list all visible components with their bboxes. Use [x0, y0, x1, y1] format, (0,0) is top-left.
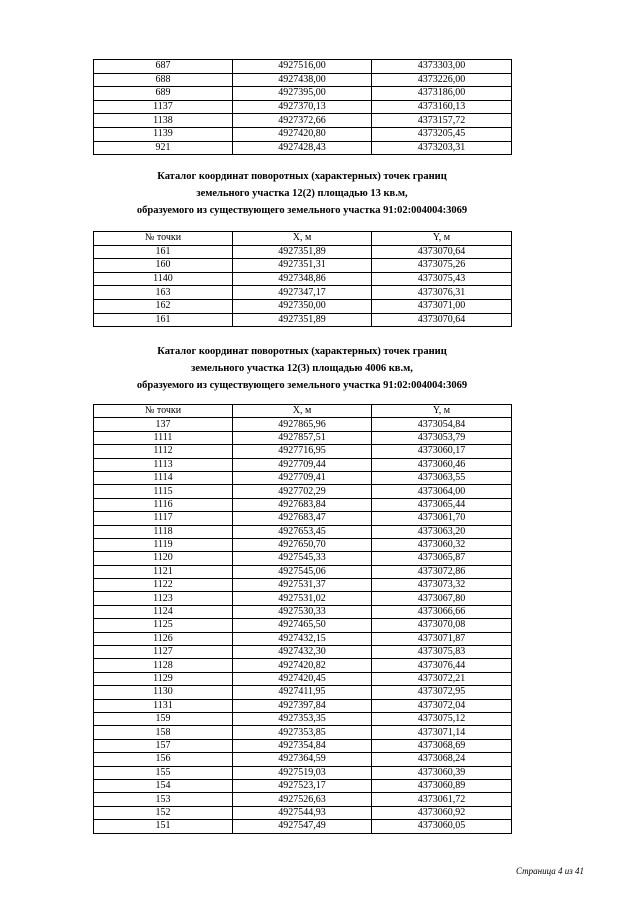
page-number: Страница 4 из 41	[516, 866, 584, 876]
coordinates-table-12-3	[93, 404, 512, 834]
catalog-title-line: Каталог координат поворотных (характерных) точек границ	[157, 171, 447, 182]
x-coordinate-cell: 4927351,89	[233, 245, 372, 259]
point-number-cell: 153	[94, 793, 233, 806]
y-coordinate-cell: 4373065,44	[372, 498, 512, 511]
point-number-cell: 1138	[94, 114, 233, 128]
y-coordinate-cell: 4373066,66	[372, 605, 512, 618]
point-number-cell: 1137	[94, 100, 233, 114]
point-number-cell: 1139	[94, 127, 233, 141]
table-row	[94, 699, 512, 712]
x-coordinate-cell: 4927547,49	[233, 820, 372, 833]
point-number-cell: 1129	[94, 672, 233, 685]
point-number-cell: 1130	[94, 686, 233, 699]
x-coordinate-cell: 4927350,00	[233, 299, 372, 313]
table-row	[94, 100, 512, 114]
point-number-cell: 1122	[94, 579, 233, 592]
table-row	[94, 259, 512, 273]
header-x: X, м	[233, 405, 372, 418]
x-coordinate-cell: 4927545,33	[233, 552, 372, 565]
x-coordinate-cell: 4927397,84	[233, 699, 372, 712]
table-row	[94, 141, 512, 155]
y-coordinate-cell: 4373063,55	[372, 471, 512, 484]
x-coordinate-cell: 4927650,70	[233, 538, 372, 551]
table-row	[94, 114, 512, 128]
x-coordinate-cell: 4927531,02	[233, 592, 372, 605]
point-number-cell: 1124	[94, 605, 233, 618]
point-number-cell: 152	[94, 806, 233, 819]
y-coordinate-cell: 4373303,00	[372, 60, 512, 74]
table-row	[94, 525, 512, 538]
table-row	[94, 445, 512, 458]
y-coordinate-cell: 4373068,69	[372, 739, 512, 752]
point-number-cell: 162	[94, 299, 233, 313]
x-coordinate-cell: 4927351,89	[233, 313, 372, 327]
table-row	[94, 579, 512, 592]
table-row	[94, 498, 512, 511]
table-row	[94, 87, 512, 101]
point-number-cell: 921	[94, 141, 233, 155]
header-point-number: № точки	[94, 405, 233, 418]
y-coordinate-cell: 4373075,83	[372, 646, 512, 659]
point-number-cell: 154	[94, 779, 233, 792]
y-coordinate-cell: 4373065,87	[372, 552, 512, 565]
y-coordinate-cell: 4373064,00	[372, 485, 512, 498]
y-coordinate-cell: 4373061,70	[372, 512, 512, 525]
y-coordinate-cell: 4373070,08	[372, 619, 512, 632]
point-number-cell: 1116	[94, 498, 233, 511]
y-coordinate-cell: 4373060,89	[372, 779, 512, 792]
y-coordinate-cell: 4373071,00	[372, 299, 512, 313]
x-coordinate-cell: 4927544,93	[233, 806, 372, 819]
table-row	[94, 672, 512, 685]
x-coordinate-cell: 4927432,15	[233, 632, 372, 645]
y-coordinate-cell: 4373060,39	[372, 766, 512, 779]
point-number-cell: 1112	[94, 445, 233, 458]
table-header-row	[94, 232, 512, 246]
table-header-row	[94, 405, 512, 418]
x-coordinate-cell: 4927353,85	[233, 726, 372, 739]
table-row	[94, 60, 512, 74]
x-coordinate-cell: 4927526,63	[233, 793, 372, 806]
point-number-cell: 157	[94, 739, 233, 752]
point-number-cell: 689	[94, 87, 233, 101]
x-coordinate-cell: 4927420,45	[233, 672, 372, 685]
x-coordinate-cell: 4927420,80	[233, 127, 372, 141]
y-coordinate-cell: 4373203,31	[372, 141, 512, 155]
x-coordinate-cell: 4927683,47	[233, 512, 372, 525]
table-row	[94, 272, 512, 286]
point-number-cell: 155	[94, 766, 233, 779]
x-coordinate-cell: 4927351,31	[233, 259, 372, 273]
table-row	[94, 793, 512, 806]
point-number-cell: 1114	[94, 471, 233, 484]
x-coordinate-cell: 4927370,13	[233, 100, 372, 114]
y-coordinate-cell: 4373186,00	[372, 87, 512, 101]
x-coordinate-cell: 4927364,59	[233, 753, 372, 766]
x-coordinate-cell: 4927865,96	[233, 418, 372, 431]
y-coordinate-cell: 4373070,64	[372, 245, 512, 259]
table-row	[94, 431, 512, 444]
point-number-cell: 1118	[94, 525, 233, 538]
point-number-cell: 688	[94, 73, 233, 87]
catalog-title-line: земельного участка 12(2) площадью 13 кв.м,	[196, 188, 408, 199]
header-y: Y, м	[372, 405, 512, 418]
point-number-cell: 1121	[94, 565, 233, 578]
point-number-cell: 1140	[94, 272, 233, 286]
x-coordinate-cell: 4927716,95	[233, 445, 372, 458]
point-number-cell: 159	[94, 712, 233, 725]
x-coordinate-cell: 4927347,17	[233, 286, 372, 300]
y-coordinate-cell: 4373060,17	[372, 445, 512, 458]
y-coordinate-cell: 4373076,31	[372, 286, 512, 300]
table-row	[94, 712, 512, 725]
y-coordinate-cell: 4373070,64	[372, 313, 512, 327]
y-coordinate-cell: 4373068,24	[372, 753, 512, 766]
y-coordinate-cell: 4373060,05	[372, 820, 512, 833]
header-y: Y, м	[372, 232, 512, 246]
catalog-title-line: образуемого из существующего земельного участка 91:02:004004:3069	[136, 205, 468, 216]
y-coordinate-cell: 4373075,43	[372, 272, 512, 286]
y-coordinate-cell: 4373053,79	[372, 431, 512, 444]
x-coordinate-cell: 4927438,00	[233, 73, 372, 87]
table-row	[94, 471, 512, 484]
point-number-cell: 1117	[94, 512, 233, 525]
table-row	[94, 299, 512, 313]
point-number-cell: 1123	[94, 592, 233, 605]
x-coordinate-cell: 4927432,30	[233, 646, 372, 659]
x-coordinate-cell: 4927465,50	[233, 619, 372, 632]
table-row	[94, 619, 512, 632]
table-row	[94, 646, 512, 659]
point-number-cell: 1125	[94, 619, 233, 632]
y-coordinate-cell: 4373076,44	[372, 659, 512, 672]
point-number-cell: 1127	[94, 646, 233, 659]
point-number-cell: 687	[94, 60, 233, 74]
x-coordinate-cell: 4927523,17	[233, 779, 372, 792]
point-number-cell: 161	[94, 313, 233, 327]
y-coordinate-cell: 4373063,20	[372, 525, 512, 538]
table-row	[94, 565, 512, 578]
y-coordinate-cell: 4373075,26	[372, 259, 512, 273]
y-coordinate-cell: 4373226,00	[372, 73, 512, 87]
x-coordinate-cell: 4927348,86	[233, 272, 372, 286]
point-number-cell: 1120	[94, 552, 233, 565]
header-x: X, м	[233, 232, 372, 246]
x-coordinate-cell: 4927411,95	[233, 686, 372, 699]
catalog-title-12-2	[93, 168, 511, 219]
table-row	[94, 552, 512, 565]
coordinates-table-12-2	[93, 231, 512, 327]
x-coordinate-cell: 4927372,66	[233, 114, 372, 128]
x-coordinate-cell: 4927428,43	[233, 141, 372, 155]
table-row	[94, 73, 512, 87]
table-row	[94, 766, 512, 779]
x-coordinate-cell: 4927519,03	[233, 766, 372, 779]
x-coordinate-cell: 4927683,84	[233, 498, 372, 511]
point-number-cell: 1131	[94, 699, 233, 712]
table-row	[94, 458, 512, 471]
x-coordinate-cell: 4927653,45	[233, 525, 372, 538]
table-row	[94, 659, 512, 672]
point-number-cell: 137	[94, 418, 233, 431]
table-row	[94, 686, 512, 699]
catalog-title-line: земельного участка 12(3) площадью 4006 кв.м,	[191, 363, 413, 374]
coordinates-table-continued	[93, 59, 512, 155]
table-row	[94, 485, 512, 498]
table-row	[94, 286, 512, 300]
point-number-cell: 156	[94, 753, 233, 766]
y-coordinate-cell: 4373075,12	[372, 712, 512, 725]
x-coordinate-cell: 4927354,84	[233, 739, 372, 752]
y-coordinate-cell: 4373060,92	[372, 806, 512, 819]
point-number-cell: 160	[94, 259, 233, 273]
y-coordinate-cell: 4373205,45	[372, 127, 512, 141]
y-coordinate-cell: 4373061,72	[372, 793, 512, 806]
point-number-cell: 1113	[94, 458, 233, 471]
header-point-number: № точки	[94, 232, 233, 246]
point-number-cell: 163	[94, 286, 233, 300]
table-row	[94, 806, 512, 819]
table-row	[94, 820, 512, 833]
point-number-cell: 1111	[94, 431, 233, 444]
y-coordinate-cell: 4373060,32	[372, 538, 512, 551]
x-coordinate-cell: 4927709,41	[233, 471, 372, 484]
x-coordinate-cell: 4927531,37	[233, 579, 372, 592]
point-number-cell: 1115	[94, 485, 233, 498]
y-coordinate-cell: 4373072,21	[372, 672, 512, 685]
y-coordinate-cell: 4373067,80	[372, 592, 512, 605]
table-row	[94, 753, 512, 766]
y-coordinate-cell: 4373072,86	[372, 565, 512, 578]
point-number-cell: 1128	[94, 659, 233, 672]
table-row	[94, 592, 512, 605]
table-row	[94, 779, 512, 792]
y-coordinate-cell: 4373071,14	[372, 726, 512, 739]
table-row	[94, 726, 512, 739]
table-row	[94, 632, 512, 645]
x-coordinate-cell: 4927857,51	[233, 431, 372, 444]
table-row	[94, 739, 512, 752]
x-coordinate-cell: 4927709,44	[233, 458, 372, 471]
x-coordinate-cell: 4927353,35	[233, 712, 372, 725]
y-coordinate-cell: 4373157,72	[372, 114, 512, 128]
catalog-title-line: образуемого из существующего земельного участка 91:02:004004:3069	[136, 380, 468, 391]
catalog-title-12-3	[93, 343, 511, 394]
table-row	[94, 127, 512, 141]
y-coordinate-cell: 4373072,95	[372, 686, 512, 699]
catalog-title-line: Каталог координат поворотных (характерных) точек границ	[157, 346, 447, 357]
point-number-cell: 1126	[94, 632, 233, 645]
x-coordinate-cell: 4927420,82	[233, 659, 372, 672]
y-coordinate-cell: 4373071,87	[372, 632, 512, 645]
point-number-cell: 161	[94, 245, 233, 259]
table-row	[94, 418, 512, 431]
y-coordinate-cell: 4373073,32	[372, 579, 512, 592]
table-row	[94, 512, 512, 525]
table-row	[94, 538, 512, 551]
point-number-cell: 158	[94, 726, 233, 739]
y-coordinate-cell: 4373072,04	[372, 699, 512, 712]
y-coordinate-cell: 4373060,46	[372, 458, 512, 471]
point-number-cell: 151	[94, 820, 233, 833]
x-coordinate-cell: 4927516,00	[233, 60, 372, 74]
y-coordinate-cell: 4373054,84	[372, 418, 512, 431]
table-row	[94, 313, 512, 327]
y-coordinate-cell: 4373160,13	[372, 100, 512, 114]
x-coordinate-cell: 4927702,29	[233, 485, 372, 498]
point-number-cell: 1119	[94, 538, 233, 551]
table-row	[94, 605, 512, 618]
x-coordinate-cell: 4927545,06	[233, 565, 372, 578]
table-row	[94, 245, 512, 259]
x-coordinate-cell: 4927530,33	[233, 605, 372, 618]
x-coordinate-cell: 4927395,00	[233, 87, 372, 101]
